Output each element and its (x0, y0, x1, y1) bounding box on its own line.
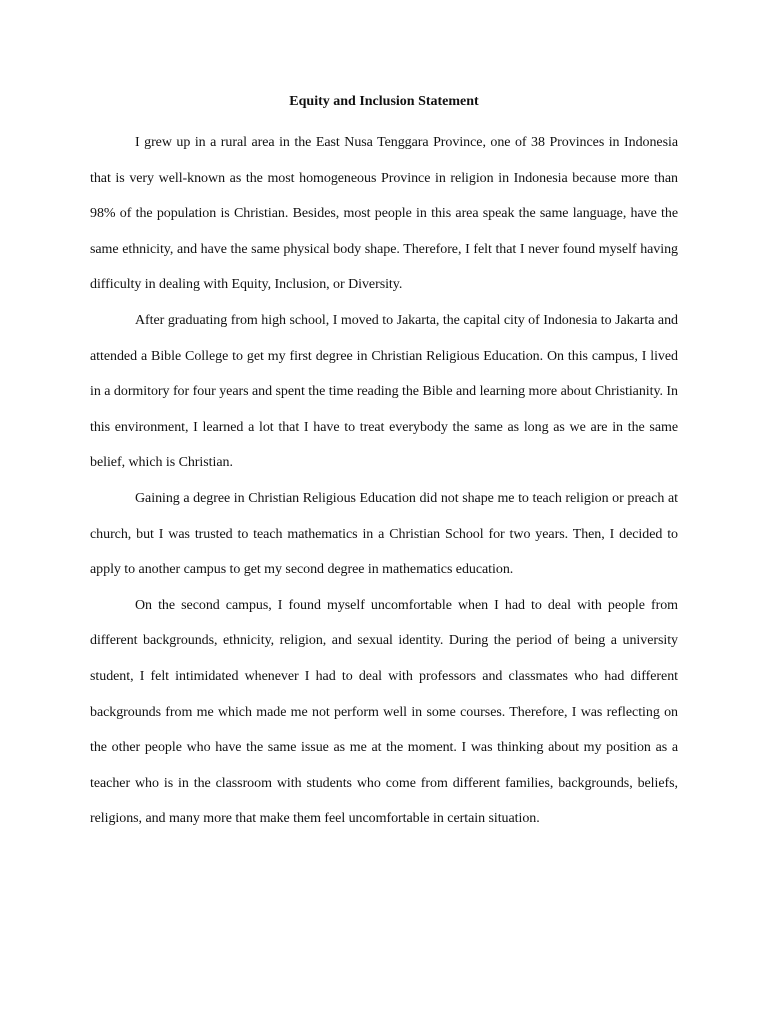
document-body (90, 125, 678, 837)
paragraph-1: I grew up in a rural area in the East Nusa Tenggara Province, one of 38 Provinces in Indonesia that is very well-known as the most homogeneous Province in religion in Indonesia because more than 98% of the population is Christian. Besides, most people in this area speak the same language, have the same ethnicity, and have the same physical body shape. Therefore, I felt that I never found myself having difficulty in dealing with Equity, Inclusion, or Diversity. (90, 135, 678, 293)
paragraph-4: On the second campus, I found myself uncomfortable when I had to deal with people from different backgrounds, ethnicity, religion, and sexual identity. During the period of being a university student, I felt intimidated whenever I had to deal with professors and classmates who had different backgrounds from me which made me not perform well in some courses. Therefore, I was reflecting on the other people who have the same issue as me at the moment. I was thinking about my position as a teacher who is in the classroom with students who come from different families, backgrounds, beliefs, religions, and many more that make them feel uncomfortable in certain situation. (90, 597, 678, 827)
document-title: Equity and Inclusion Statement (289, 94, 479, 109)
paragraph-3: Gaining a degree in Christian Religious Education did not shape me to teach religion or preach at church, but I was trusted to teach mathematics in a Christian School for two years. Then, I decided to apply to another campus to get my second degree in mathematics education. (90, 490, 678, 578)
paragraph-2: After graduating from high school, I moved to Jakarta, the capital city of Indonesia to Jakarta and attended a Bible College to get my first degree in Christian Religious Education. On this campus, I lived in a dormitory for four years and spent the time reading the Bible and learning more about Christianity. In this environment, I learned a lot that I have to treat everybody the same as long as we are in the same belief, which is Christian. (90, 312, 678, 471)
